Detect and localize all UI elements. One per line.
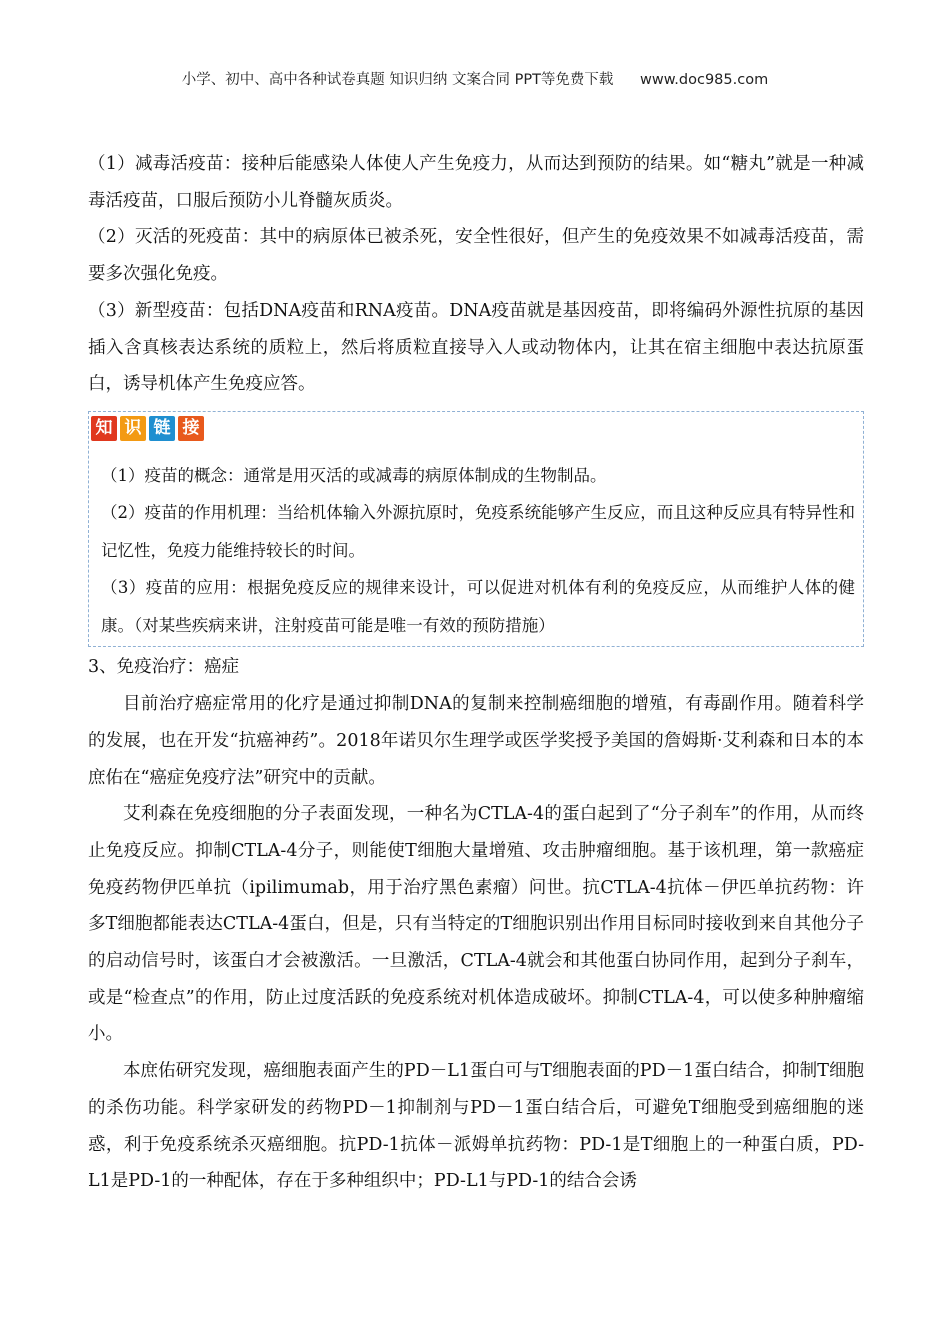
vaccine-type-3: （3）新型疫苗：包括DNA疫苗和RNA疫苗。DNA疫苗就是基因疫苗，即将编码外源性抗原的基因插入含真核表达系统的质粒上，然后将质粒直接导入人或动物体内，让其在宿主细胞中表达抗原蛋白，诱导机体产生免疫应答。: [88, 300, 864, 395]
document-body: [88, 146, 864, 1200]
knowledge-item-1: （1）疫苗的概念：通常是用灭活的或减毒的病原体制成的生物制品。: [101, 465, 607, 485]
knowledge-item-2: （2）疫苗的作用机理：当给机体输入外源抗原时，免疫系统能够产生反应，而且这种反应具有特异性和记忆性，免疫力能维持较长的时间。: [101, 503, 855, 560]
header-text: 小学、初中、高中各种试卷真题 知识归纳 文案合同 PPT等免费下载: [181, 72, 614, 88]
knowledge-item-3: （3）疫苗的应用：根据免疫反应的规律来设计，可以促进对机体有利的免疫反应，从而维护人体的健康。（对某些疾病来讲，注射疫苗可能是唯一有效的预防措施）: [101, 578, 855, 635]
badge-char-1: 知: [91, 416, 117, 441]
badge-char-4: 接: [178, 416, 204, 441]
knowledge-link-badge: [91, 416, 855, 441]
header-url[interactable]: www.doc985.com: [640, 72, 769, 88]
vaccine-type-2: （2）灭活的死疫苗：其中的病原体已被杀死，安全性很好，但产生的免疫效果不如减毒活疫苗，需要多次强化免疫。: [88, 227, 864, 285]
body-paragraph-2: 艾利森在免疫细胞的分子表面发现，一种名为CTLA-4的蛋白起到了“分子刹车”的作用，从而终止免疫反应。抑制CTLA-4分子，则能使T细胞大量增殖、攻击肿瘤细胞。基于该机理，第一款癌症免疫药物伊匹单抗（ipilimumab，用于治疗黑色素瘤）问世。抗CTLA-4抗体－伊匹单抗药物：许多T细胞都能表达CTLA-4蛋白，但是，只有当特定的T细胞识别出作用目标同时接收到来自其他分子的启动信号时，该蛋白才会被激活。一旦激活，CTLA-4就会和其他蛋白协同作用，起到分子刹车，或是“检查点”的作用，防止过度活跃的免疫系统对机体造成破坏。抑制CTLA-4，可以使多种肿瘤缩小。: [88, 804, 864, 1045]
vaccine-type-1: （1）减毒活疫苗：接种后能感染人体使人产生免疫力，从而达到预防的结果。如“糖丸”就是一种减毒活疫苗，口服后预防小儿脊髓灰质炎。: [88, 154, 864, 211]
knowledge-link-box: [88, 411, 864, 648]
body-paragraph-3: 本庶佑研究发现，癌细胞表面产生的PD－L1蛋白可与T细胞表面的PD－1蛋白结合，抑制T细胞的杀伤功能。科学家研发的药物PD－1抑制剂与PD－1蛋白结合后，可避免T细胞受到癌细胞的迷惑，利于免疫系统杀灭癌细胞。抗PD-1抗体－派姆单抗药物：PD-1是T细胞上的一种蛋白质，PD-L1是PD-1的一种配体，存在于多种组织中；PD-L1与PD-1的结合会诱: [88, 1061, 864, 1192]
badge-char-2: 识: [120, 416, 146, 441]
page-header: [0, 68, 950, 89]
section-title: 3、免疫治疗：癌症: [88, 657, 240, 678]
body-paragraph-1: 目前治疗癌症常用的化疗是通过抑制DNA的复制来控制癌细胞的增殖，有毒副作用。随着科学的发展，也在开发“抗癌神药”。2018年诺贝尔生理学或医学奖授予美国的詹姆斯·艾利森和日本的本庶佑在“癌症免疫疗法”研究中的贡献。: [88, 694, 864, 788]
badge-char-3: 链: [149, 416, 175, 441]
